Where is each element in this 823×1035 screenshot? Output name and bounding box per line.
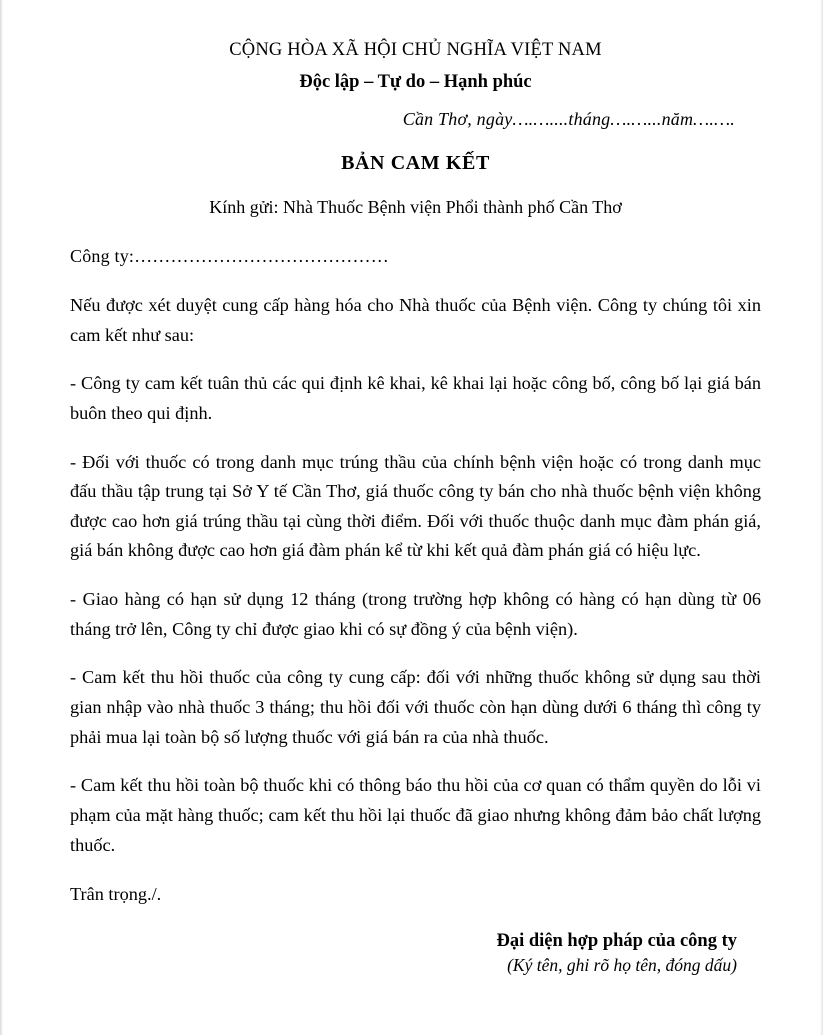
commitment-item-1: - Công ty cam kết tuân thủ các qui định kê khai, kê khai lại hoặc công bố, công bố lại giá bán buôn theo qui định. <box>70 373 761 423</box>
place-date-line: Cần Thơ, ngày….…....tháng….…...năm….…. <box>402 108 735 129</box>
signature-note: (Ký tên, ghi rõ họ tên, đóng dấu) <box>507 955 737 976</box>
page-title: BẢN CAM KẾT <box>341 151 490 174</box>
commitment-item-2: - Đối với thuốc có trong danh mục trúng thầu của chính bệnh viện hoặc có trong danh mục đấu thầu tập trung tại Sở Y tế Cần Thơ, giá thuốc công ty bán cho nhà thuốc bệnh viện không được cao hơn giá trúng thầu tại cùng thời điểm. Đối với thuốc thuộc danh mục đàm phán giá, giá bán không được cao hơn giá đàm phán kể từ khi kết quả đàm phán giá có hiệu lực. <box>70 451 761 561</box>
intro-paragraph: Nếu được xét duyệt cung cấp hàng hóa cho Nhà thuốc của Bệnh viện. Công ty chúng tôi xin cam kết như sau: <box>70 294 761 345</box>
signature-block <box>70 931 761 976</box>
commitment-item-5: - Cam kết thu hồi toàn bộ thuốc khi có thông báo thu hồi của cơ quan có thẩm quyền do lỗi vi phạm của mặt hàng thuốc; cam kết thu hồi lại thuốc đã giao nhưng không đảm bảo chất lượng thuốc. <box>70 775 761 855</box>
page-left-edge <box>0 0 3 1035</box>
national-motto: Độc lập – Tự do – Hạnh phúc <box>299 71 532 92</box>
signature-title: Đại diện hợp pháp của công ty <box>496 931 737 952</box>
document-header <box>70 38 761 95</box>
closing-line: Trân trọng./. <box>70 884 162 905</box>
recipient-line: Kính gửi: Nhà Thuốc Bệnh viện Phổi thành phố Cần Thơ <box>209 196 622 217</box>
company-name-field: Công ty:…………………………………… <box>70 245 389 266</box>
national-heading: CỘNG HÒA XÃ HỘI CHỦ NGHĨA VIỆT NAM <box>229 40 602 60</box>
commitment-item-3: - Giao hàng có hạn sử dụng 12 tháng (trong trường hợp không có hàng có hạn dùng từ 06 tháng trở lên, Công ty chỉ được giao khi có sự đồng ý của bệnh viện). <box>70 589 761 639</box>
commitment-item-4: - Cam kết thu hồi thuốc của công ty cung cấp: đối với những thuốc không sử dụng sau thời gian nhập vào nhà thuốc 3 tháng; thu hồi đối với thuốc còn hạn dùng dưới 6 tháng thì công ty phải mua lại toàn bộ số lượng thuốc với giá bán ra của nhà thuốc. <box>70 667 761 747</box>
